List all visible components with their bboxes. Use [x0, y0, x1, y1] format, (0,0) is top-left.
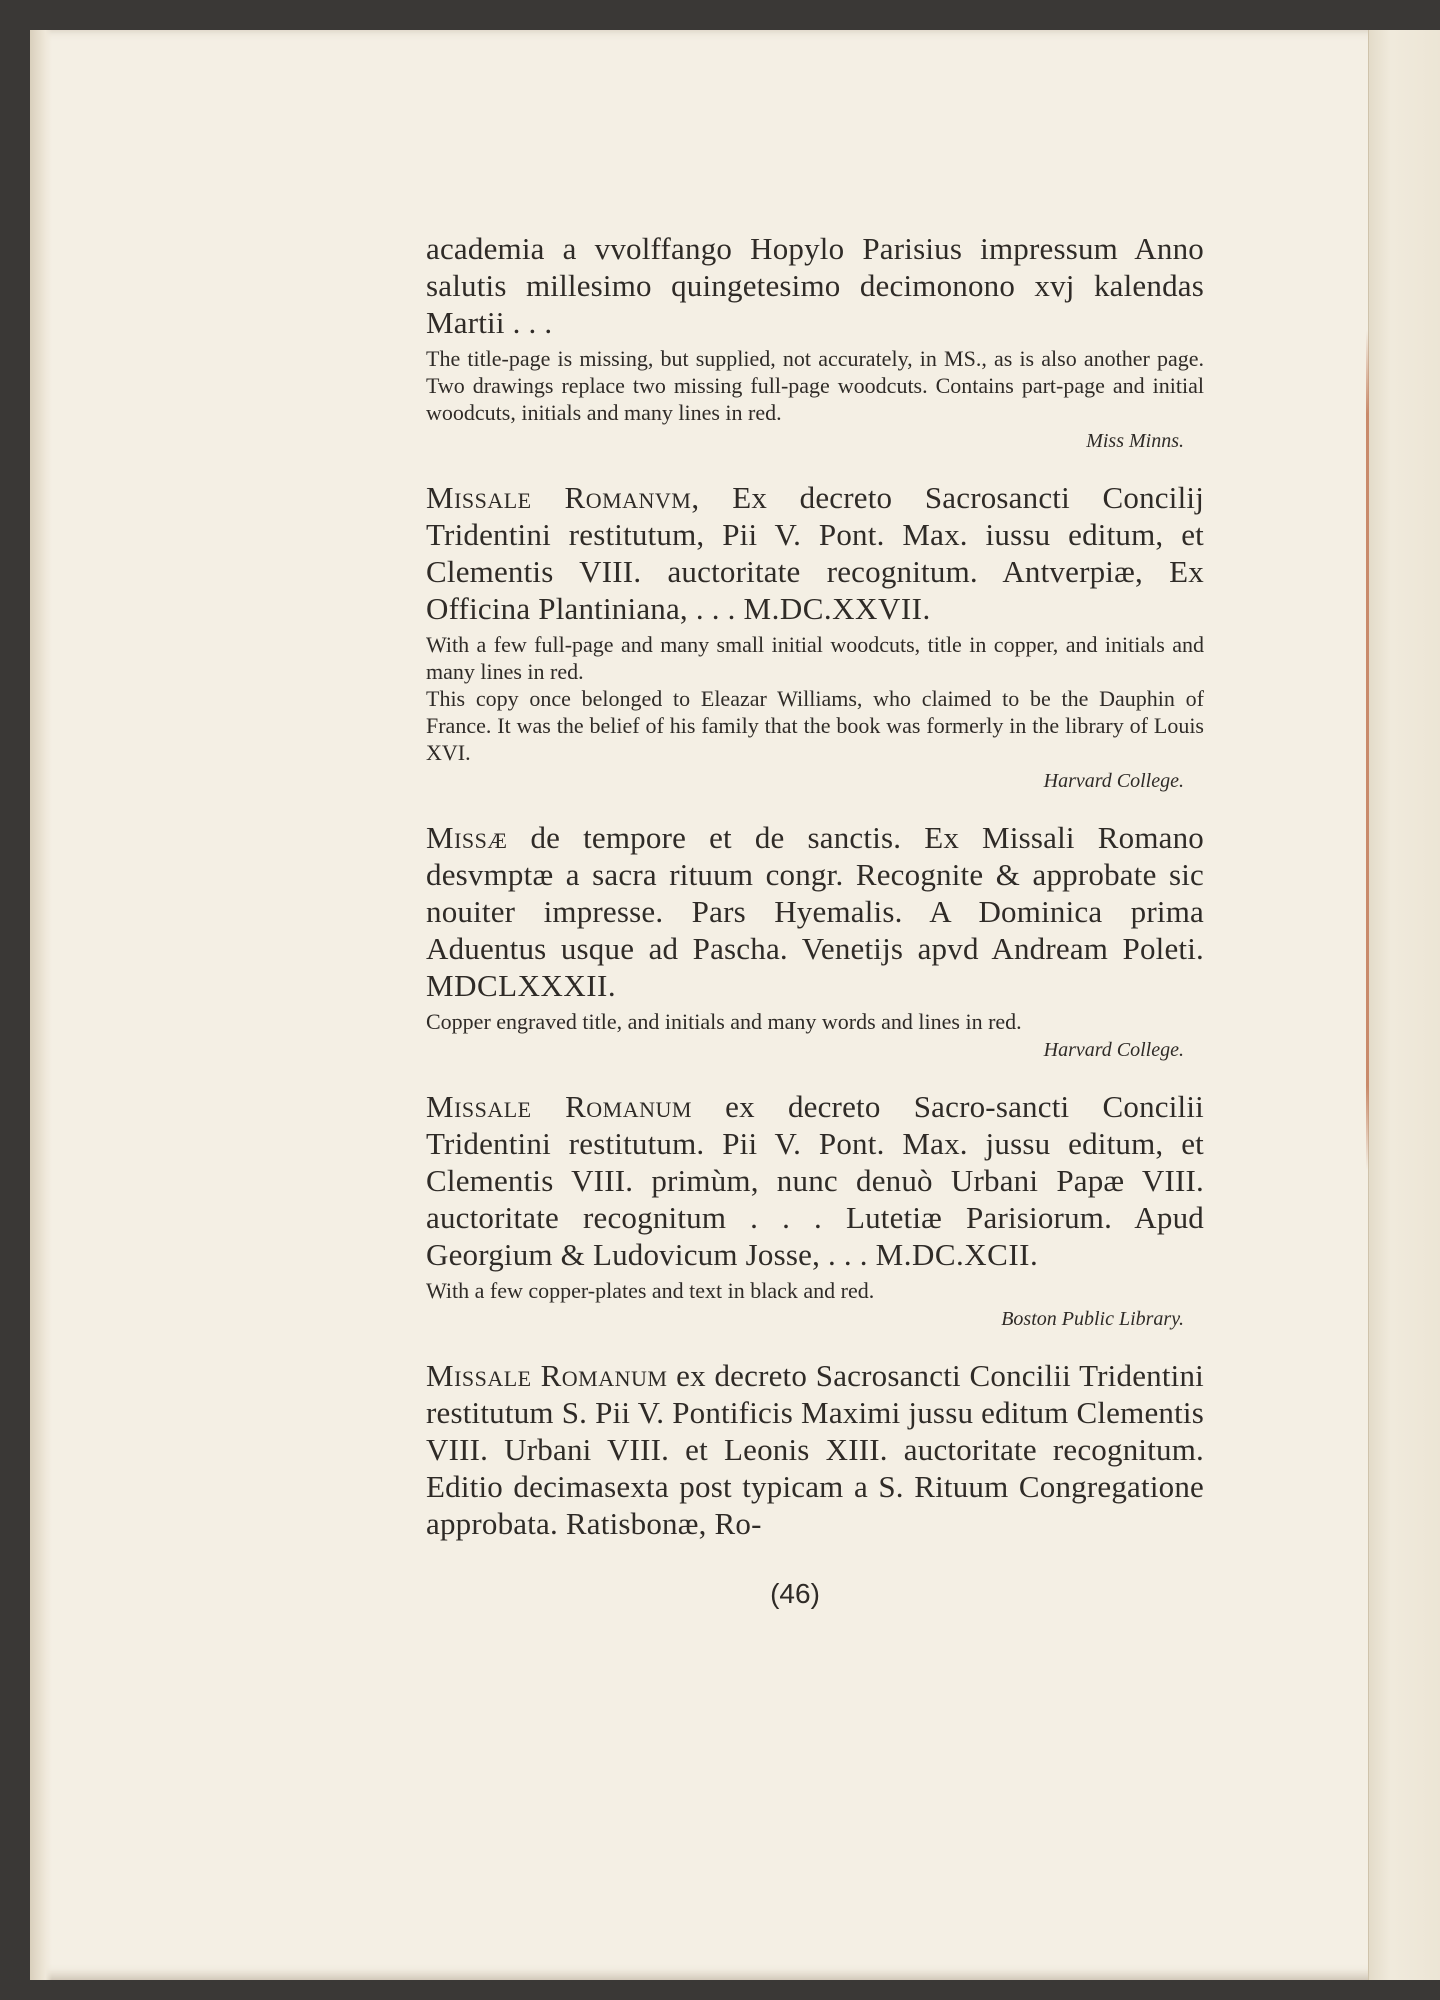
entry-location: Harvard College.	[1043, 770, 1184, 792]
entry-title-lead: Missale Romanum	[426, 1089, 692, 1124]
entry-note: Copper engraved title, and initials and many words and lines in red.	[426, 1009, 1022, 1034]
entry-title-text: Ex decreto Sacrosancti Concilij Tridentini restitutum, Pii V. Pont. Max. iussu editum, et Clementis VIII. auctoritate recognitum. Antverpiæ, Ex Officina Plantiniana, . . .	[426, 480, 1205, 626]
entry-title-text: de tempore et de sanctis. Ex Missali Romano desvmptæ a sacra rituum congr. Recognite & approbate sic nouiter impresse. Pars Hyemalis. A Dominica prima Aduentus usque ad Pascha. Venetijs apvd Andream Poleti.	[426, 820, 1204, 966]
entry-title-lead: Missæ	[426, 820, 508, 855]
entry-title	[426, 819, 1204, 1004]
facing-page-edge	[1368, 30, 1440, 1980]
entry-location: Harvard College.	[1043, 1039, 1184, 1061]
bibliography-entry	[426, 1088, 1204, 1331]
entry-note: With a few copper-plates and text in black and red.	[426, 1278, 875, 1303]
entry-note: The title-page is missing, but supplied, not accurately, in MS., as is also another page. Two drawings replace two missing full-page woodcuts. Contains part-page and initial woodcuts, initials and many lines in red.	[426, 346, 1204, 425]
entry-title	[426, 1357, 1204, 1542]
entry-date: M.DC.XXVII.	[743, 591, 931, 626]
bibliography-entry	[426, 1357, 1204, 1542]
bibliography-entry	[426, 479, 1204, 793]
ribbon-marker	[1366, 330, 1369, 1170]
entry-title-text: ex decreto Sacrosancti Concilii Tridentini restitutum S. Pii V. Pontificis Maximi jussu editum Clementis VIII. Urbani VIII. et Leonis XIII. auctoritate recognitum. Editio decimasexta post typicam a S. Rituum Congregatione approbata. Ratisbonæ, Ro-	[426, 1358, 1204, 1541]
entry-title	[426, 479, 1204, 627]
entry-title-text: ex decreto Sacro-sancti Concilii Tridentini restitutum. Pii V. Pont. Max. jussu editum, et Clementis VIII. primùm, nunc denuò Urbani Papæ VIII. auctoritate recognitum . . . Lutetiæ Parisiorum. Apud Georgium & Ludovicum Josse, . . .	[426, 1089, 1204, 1272]
entry-note: With a few full-page and many small initial woodcuts, title in copper, and initials and many lines in red.	[426, 632, 1204, 684]
entry-title	[426, 1088, 1204, 1273]
entry-location: Miss Minns.	[1086, 430, 1184, 452]
entry-location: Boston Public Library.	[1001, 1308, 1184, 1330]
bibliography-text	[426, 230, 1204, 1568]
page-number-text: (46)	[770, 1578, 820, 1609]
bibliography-entry	[426, 230, 1204, 453]
entry-title-lead: Missale Romanum	[426, 1358, 668, 1393]
entry-note: This copy once belonged to Eleazar Williams, who claimed to be the Dauphin of France. It was the belief of his family that the book was formerly in the library of Louis XVI.	[426, 686, 1204, 765]
entry-date: M.DC.XCII.	[875, 1237, 1039, 1272]
page-number	[0, 1578, 1440, 1610]
entry-title	[426, 230, 1204, 341]
bibliography-entry	[426, 819, 1204, 1062]
entry-title-text: academia a vvolffango Hopylo Parisius impressum Anno salutis millesimo quingetesimo decimonono xvj kalendas Martii . . .	[426, 231, 1204, 340]
entry-date: MDCLXXXII.	[426, 968, 617, 1003]
entry-title-lead: Missale Romanvm,	[426, 480, 700, 515]
